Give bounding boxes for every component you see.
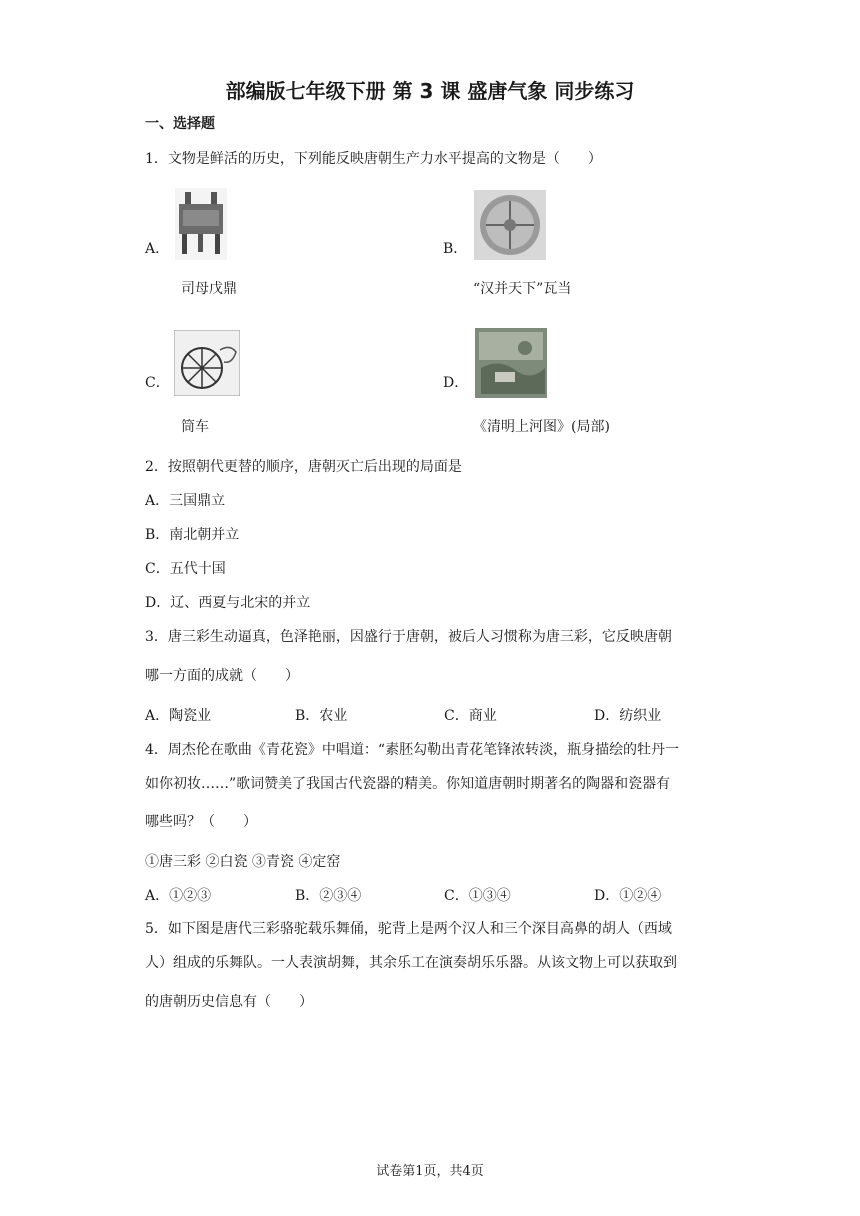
q3-stem-line2: 哪一方面的成就（ ） bbox=[145, 668, 299, 684]
q2-option-c[interactable]: C．五代十国 bbox=[145, 561, 226, 577]
q2-option-d[interactable]: D．辽、西夏与北宋的并立 bbox=[145, 595, 311, 611]
q3-stem-line1: 3．唐三彩生动逼真，色泽艳丽，因盛行于唐朝，被后人习惯称为唐三彩，它反映唐朝 bbox=[145, 629, 672, 645]
q4-option-c[interactable]: C．①③④ bbox=[444, 888, 511, 904]
q3-option-d[interactable]: D．纺织业 bbox=[594, 708, 662, 724]
tile-end-icon bbox=[474, 190, 546, 260]
q1-option-d-label[interactable]: D． bbox=[443, 375, 469, 391]
q4-option-b[interactable]: B．②③④ bbox=[295, 888, 362, 904]
q5-stem-line3: 的唐朝历史信息有（ ） bbox=[145, 994, 313, 1010]
page-title: 部编版七年级下册 第 3 课 盛唐气象 同步练习 bbox=[225, 79, 635, 103]
q1-option-d-caption: 《清明上河图》(局部) bbox=[473, 419, 610, 435]
q4-option-d[interactable]: D．①②④ bbox=[594, 888, 662, 904]
q3-option-c[interactable]: C．商业 bbox=[444, 708, 497, 724]
q1-option-c-label[interactable]: C． bbox=[145, 375, 170, 391]
q2-option-a[interactable]: A．三国鼎立 bbox=[145, 493, 226, 509]
painting-icon bbox=[475, 328, 547, 398]
q1-option-a-label[interactable]: A． bbox=[145, 241, 170, 257]
q5-stem-line2: 人）组成的乐舞队。一人表演胡舞，其余乐工在演奏胡乐乐器。从该文物上可以获取到 bbox=[145, 955, 677, 971]
q1-option-b-caption: “汉并天下”瓦当 bbox=[473, 281, 572, 297]
q1-option-a-caption: 司母戊鼎 bbox=[181, 281, 237, 297]
q4-option-a[interactable]: A．①②③ bbox=[145, 888, 212, 904]
water-wheel-icon bbox=[174, 330, 240, 396]
ding-vessel-icon bbox=[175, 188, 227, 260]
q2-option-b[interactable]: B．南北朝并立 bbox=[145, 527, 240, 543]
q5-stem-line1: 5．如下图是唐代三彩骆驼载乐舞俑，驼背上是两个汉人和三个深目高鼻的胡人（西域 bbox=[145, 921, 672, 937]
q4-stem-line1: 4．周杰伦在歌曲《青花瓷》中唱道：“素胚勾勒出青花笔锋浓转淡，瓶身描绘的牡丹一 bbox=[145, 742, 680, 758]
q1-option-b-label[interactable]: B． bbox=[443, 241, 468, 257]
q1-option-c-caption: 筒车 bbox=[181, 419, 209, 435]
q1-stem: 1．文物是鲜活的历史，下列能反映唐朝生产力水平提高的文物是（ ） bbox=[145, 151, 602, 167]
q2-stem: 2．按照朝代更替的顺序，唐朝灭亡后出现的局面是 bbox=[145, 459, 462, 475]
q4-items: ①唐三彩 ②白瓷 ③青瓷 ④定窑 bbox=[145, 854, 341, 870]
q4-stem-line2: 如你初妆……”歌词赞美了我国古代瓷器的精美。你知道唐朝时期著名的陶器和瓷器有 bbox=[145, 776, 671, 792]
q4-stem-line3: 哪些吗？（ ） bbox=[145, 814, 257, 830]
q3-option-a[interactable]: A．陶瓷业 bbox=[145, 708, 212, 724]
page-footer: 试卷第1页，共4页 bbox=[376, 1164, 484, 1179]
section-heading: 一、选择题 bbox=[145, 116, 215, 132]
q3-option-b[interactable]: B．农业 bbox=[295, 708, 348, 724]
